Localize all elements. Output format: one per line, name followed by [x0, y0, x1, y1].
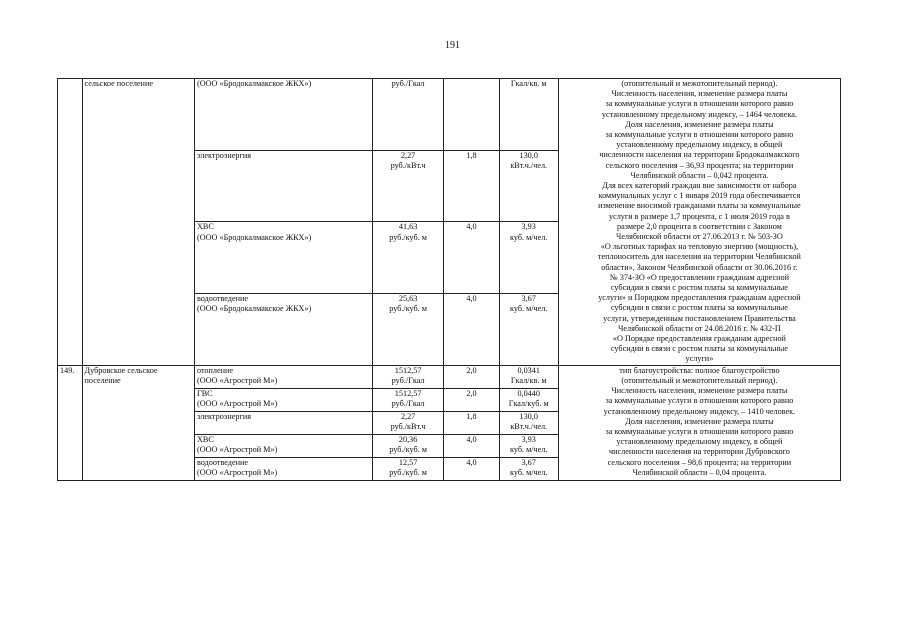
price-line: 1512,57 [394, 365, 422, 375]
service-cell [194, 294, 372, 366]
norm-line: 0,0440 [517, 388, 540, 398]
service-line: (ООО «Бродокалмакское ЖКХ») [196, 232, 312, 242]
norm-line: Гкал/кв. м [510, 375, 547, 385]
consumption-norm-cell [499, 294, 558, 366]
row-number: 149. [58, 365, 83, 480]
growth-index-cell: 4,0 [444, 294, 499, 366]
consumption-norm-cell [499, 388, 558, 411]
service-line: (ООО «Бродокалмакское ЖКХ») [196, 304, 312, 314]
service-cell [194, 388, 372, 411]
service-line: ХВС [196, 222, 214, 232]
service-cell [194, 434, 372, 457]
price-line: 1512,57 [394, 388, 422, 398]
price-line: 41,63 [398, 222, 418, 232]
tariff-cell [372, 457, 444, 480]
price-line: 20,36 [398, 434, 418, 444]
service-line: (ООО «Агрострой М») [196, 467, 278, 477]
norm-line: куб. м/чел. [509, 304, 548, 314]
service-line: (ООО «Бродокалмакское ЖКХ») [196, 79, 312, 88]
norm-line: 3,93 [521, 222, 536, 232]
notes-cell: тип благоустройства: полное благоустройство (отопительный и межотопительный период). Численность населения, изменение размера платы за коммунальные услуги в отношении которого равно установленному предельному индексу, – 1410 человек. Доля населения, изменение размера платы за коммунальные услуги в отношении которого равно установленному предельному индексу, в общей численности населения на территории Дубровского сельского поселения – 98,6 процента; на территории Челябинской области – 0,04 процента. [558, 365, 840, 480]
norm-line: куб. м/чел. [509, 232, 548, 242]
tariff-cell [372, 388, 444, 411]
service-line: отопление [196, 365, 234, 375]
service-cell [194, 411, 372, 434]
notes-cell: (отопительный и межотопительный период). Численность населения, изменение размера платы за коммунальные услуги в отношении которого равно установленному предельному индексу, – 1464 человека. Доля населения, изменение размера платы за коммунальные услуги в отношении которого равно установленному предельному индексу, в общей численности населения на территории Бродокалмакского сельского поселения – 36,93 процента; на территории Челябинской области – 0,042 процента. Для всех категорий граждан вне зависимости от набора коммунальных услуг с 1 января 2019 года обеспечивается изменение вносимой гражданами платы за коммунальные услуги в размере 1,7 процента, с 1 июля 2019 года в размере 2,0 процента в соответствии с Законом Челябинской области от 27.06.2013 г. № 503-ЗО «О льготных тарифах на тепловую энергию (мощность), теплоноситель для населения на территории Челябинской области», Законом Челябинской области от 30.06.2016 г. № 374-ЗО «О предоставлении гражданам адресной субсидии в связи с ростом платы за коммунальные услуги» и Порядком предоставления гражданам адресной субсидии в связи с ростом платы за коммунальные услуги, утвержденным постановлением Правительства Челябинской области от 24.08.2016 г. № 432-П «О Порядке предоставления гражданам адресной субсидии в связи с ростом платы за коммунальные услуги» [558, 79, 840, 366]
page-number: 191 [445, 40, 460, 51]
service-line: водоотведение [196, 457, 248, 467]
growth-index-cell: 4,0 [444, 222, 499, 294]
norm-line: Гкал/кв. м [510, 79, 547, 88]
consumption-norm-cell [499, 365, 558, 388]
consumption-norm-cell [499, 222, 558, 294]
price-line: руб./Гкал [391, 398, 425, 408]
consumption-norm-cell [499, 457, 558, 480]
tariff-cell [372, 79, 444, 151]
price-line: руб./куб. м [389, 304, 427, 314]
table-body [58, 79, 841, 481]
growth-index-cell: 4,0 [444, 457, 499, 480]
settlement-name: Дубровское сельское поселение [82, 365, 194, 480]
norm-line: Гкал/куб. м [508, 398, 549, 408]
price-line: руб./Гкал [391, 375, 425, 385]
service-line: ХВС [196, 434, 214, 444]
tariff-cell [372, 222, 444, 294]
consumption-norm-cell [499, 411, 558, 434]
growth-index-cell: 1,8 [444, 411, 499, 434]
price-line: руб./кВт.ч [390, 160, 426, 170]
service-cell [194, 457, 372, 480]
growth-index-cell: 2,0 [444, 365, 499, 388]
price-line: руб./кВт.ч [390, 421, 426, 431]
tariff-cell [372, 434, 444, 457]
row-number [58, 79, 83, 366]
service-line: водоотведение [196, 294, 248, 304]
service-line: электроэнергия [196, 150, 252, 160]
consumption-norm-cell [499, 79, 558, 151]
norm-line: кВт.ч./чел. [510, 160, 548, 170]
settlement-name: сельское поселение [82, 79, 194, 366]
price-line: руб./Гкал [391, 79, 425, 88]
price-line: 25,63 [398, 294, 418, 304]
norm-line: 130,0 [519, 150, 538, 160]
service-cell [194, 150, 372, 222]
growth-index-cell: 1,8 [444, 150, 499, 222]
norm-line: 3,67 [521, 457, 536, 467]
growth-index-cell [444, 79, 499, 151]
table-row [58, 365, 841, 388]
service-cell [194, 79, 372, 151]
price-line: 2,27 [400, 411, 416, 421]
service-cell [194, 365, 372, 388]
tariff-table [57, 78, 841, 481]
service-line: (ООО «Агрострой М») [196, 444, 278, 454]
growth-index-cell: 2,0 [444, 388, 499, 411]
service-line: ГВС [196, 388, 213, 398]
price-line: руб./куб. м [389, 232, 427, 242]
norm-line: 0,0341 [517, 365, 540, 375]
tariff-cell [372, 150, 444, 222]
norm-line: кВт.ч./чел. [510, 421, 548, 431]
norm-line: 3,67 [521, 294, 536, 304]
price-line: руб./куб. м [389, 467, 427, 477]
growth-index-cell: 4,0 [444, 434, 499, 457]
service-line: (ООО «Агрострой М») [196, 375, 278, 385]
table-row [58, 79, 841, 151]
norm-line: 3,93 [521, 434, 536, 444]
service-line: электроэнергия [196, 411, 252, 421]
consumption-norm-cell [499, 150, 558, 222]
tariff-cell [372, 294, 444, 366]
consumption-norm-cell [499, 434, 558, 457]
price-line: 2,27 [400, 150, 416, 160]
service-cell [194, 222, 372, 294]
norm-line: куб. м/чел. [509, 467, 548, 477]
norm-line: 130,0 [519, 411, 538, 421]
tariff-cell [372, 365, 444, 388]
tariff-cell [372, 411, 444, 434]
service-line: (ООО «Агрострой М») [196, 398, 278, 408]
price-line: руб./куб. м [389, 444, 427, 454]
price-line: 12,57 [398, 457, 418, 467]
norm-line: куб. м/чел. [509, 444, 548, 454]
